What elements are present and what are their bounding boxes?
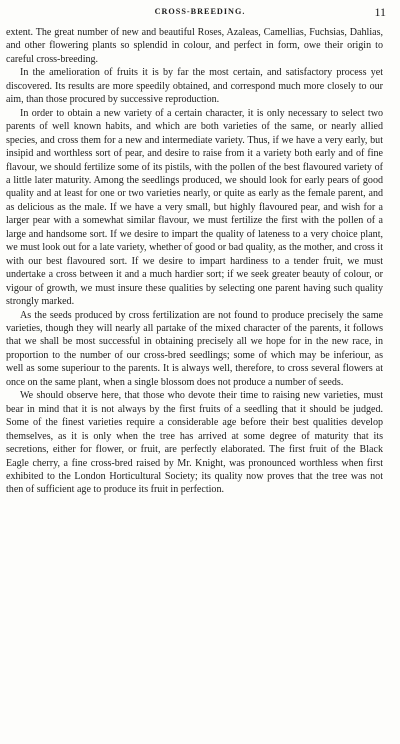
page-header [0,7,400,21]
paragraph-cross-fertilization: As the seeds produced by cross fertilization are not found to produce precisely the same varieties, though they will nearly all partake of the mixed character of the parents, it follows that we shall be most successful in obtaining precisely all we hope for in the new race, in proportion to the number of our cross-bred seedlings; some of which may be inferiour, as well as some superiour to the parents. It is always well, therefore, to cross several flowers at once on the same plant, when a single blossom does not produce a number of seeds. [6,309,383,388]
paragraph-new-variety: In order to obtain a new variety of a certain character, it is only necessary to select two parents of well known habits, and which are both varieties of the same, or nearly allied species, and cross them for a new and intermediate variety. Thus, if we have a very early, but insipid and worthless sort of pear, and desire to raise from it a variety both early and of fine flavour, we should fertilize some of its pistils, with the pollen of the best flavoured variety of a little later maturity. Among the seedlings produced, we should look for early pears of good quality and at least for one or two varieties nearly, or quite as early as the female parent, and as delicious as the male. If we have a very small, but highly flavoured pear, and wish for a larger pear with a somewhat similar flavour, we must fertilize the first with the pollen of a large and handsome sort. If we desire to impart the quality of lateness to a very choice plant, we must look out for a late variety, whether of good or bad quality, as the mother, and cross it with our best flavoured sort. If we desire to impart hardiness to a tender fruit, we must undertake a cross between it and a much hardier sort; if we seek greater beauty of colour, or vigour of growth, we must insure these qualities by selecting one parent having such quality strongly marked. [6,107,383,308]
page-number: 11 [374,5,386,19]
running-head: CROSS-BREEDING. [154,7,246,16]
paragraph-observation: We should observe here, that those who devote their time to raising new varieties, must bear in mind that it is not always by the first fruits of a seedling that it should be judged. Some of the finest varieties require a considerable age before their best qualities develop themselves, as it is only when the tree has arrived at some degree of maturity that its secretions, either for flower, or fruit, are perfectly elaborated. The first fruit of the Black Eagle cherry, a fine cross-bred raised by Mr. Knight, was pronounced worthless when first exhibited to the London Horticultural Society; its quality now proves that the tree was not then of sufficient age to produce its fruit in perfection. [6,390,383,496]
paragraph-continuation: extent. The great number of new and beautiful Roses, Azaleas, Camellias, Fuchsias, Dahlias, and other flowering plants so splendid in colour, and perfect in form, owe their origin to careful cross-breeding. [6,27,383,65]
paragraph-amelioration: In the amelioration of fruits it is by far the most certain, and satisfactory process yet discovered. Its results are more speedily obtained, and correspond much more closely to our aim, than those procured by successive reproduction. [6,67,383,106]
body-text [0,26,400,497]
